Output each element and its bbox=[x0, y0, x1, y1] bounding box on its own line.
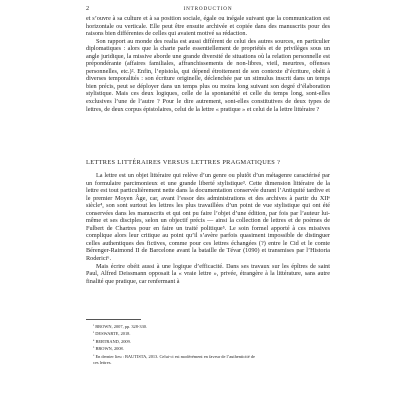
footnote-text: En dernier lieu : BAUTISTA, 2013. Celui-ci est modérément en faveur de l’authenticité de bbox=[95, 353, 255, 359]
footnote-number: ⁶ bbox=[93, 353, 95, 358]
footnote-number: ⁵ bbox=[93, 346, 95, 351]
footnote-separator bbox=[86, 319, 141, 320]
footnote-number: ² bbox=[93, 324, 95, 328]
paragraph: et s’ouvre à sa culture et à sa position sociale, égale ou inégale suivant que la communication est horizontale ou verticale. Elle peut être ensuite archivée et copiée dans des manuscrits pour des raisons bien différentes de celles qui avaient motivé sa rédaction. bbox=[86, 15, 330, 38]
footnote-text: DESWARTE, 2018. bbox=[95, 331, 131, 337]
footnote-number: ³ bbox=[93, 331, 95, 336]
footnote-number: ⁴ bbox=[93, 338, 95, 343]
page-number: 2 bbox=[86, 5, 90, 12]
footnote-continuation: ces lettres. bbox=[93, 360, 112, 366]
footnote-text: BROWN, 2007, pp. 328-330. bbox=[95, 324, 148, 329]
running-title: INTRODUCTION bbox=[183, 6, 233, 12]
page-header bbox=[86, 5, 330, 15]
footnote-text: BERTRAND, 2009. bbox=[95, 338, 131, 344]
footnote-text: BROWN, 2008. bbox=[95, 346, 124, 352]
paragraph: La lettre est un objet littéraire qui relève d’un genre ou plutôt d’un métagenre caractérisé par un formulaire parcimonieux et une grande liberté stylistique³. Cette dimension littéraire de la lettre est tout particulièrement nette dans la documentation conservée durant l’Antiquité tardive et le premier Moyen Âge, car, avant l’essor des administrations et des archives à partir du XIIᵉ siècle⁴, son sont surtout les lettres les plus travaillées d’un point de vue stylistique qui ont été conservées dans les manuscrits et qui ont pu faire l’objet d’une édition, par fois par l’auteur lui-même et ses disciples, selon un objectif précis — ainsi la collection de lettres et de poèmes de Fulbert de Chartres pour en faire un traité politique⁵. Le soin formel apporté à ces missives complique alors leur critique au point qu’il s’avère parfois quasiment impossible de distinguer celles authentiques des fictives, comme pour ces lettres échangées (?) entre le Cid et le comte Bérenger-Raimond II de Barcelone avant la bataille de Tévar (1090) et transmises par l’Historia Roderici⁶. bbox=[86, 172, 330, 263]
footnote bbox=[86, 323, 330, 330]
footnote bbox=[86, 345, 330, 352]
footnote bbox=[86, 330, 330, 337]
footnote bbox=[86, 353, 330, 360]
body-text-top bbox=[86, 15, 330, 113]
footnotes bbox=[86, 323, 330, 366]
paragraph: Son rapport au monde des realia est aussi différent de celui des autres sources, en particulier diplomatiques : alors que la charte parle essentiellement de propriétés et de privilèges sous un angle juridique, la missive aborde une grande diversité de situations où la relation personnelle est prépondérante (affaires familiales, affranchissements de non-libres, vieil, meurtres, offenses personnelles, etc.)². Enfin, l’epistola, qui dépend étroitement de son contexte d’écriture, obéit à diverses temporalités : son écriture originelle, déclenchée par un stimulus inscrit dans un temps bien précis, peut se déployer dans un temps plus ou moins long suivant son degré d’élaboration stylistique. Mais ces deux logiques, celle de la spontanéité et celle du temps long, sont-elles exclusives l’une de l’autre ? Pour le dire autrement, sont-elles constitutives de deux types de lettres, de deux corpus épistolaires, celui de la lettre « pratique » et celui de la lettre littéraire ? bbox=[86, 37, 330, 113]
body-text-bottom bbox=[86, 172, 330, 285]
paragraph: Mais écrire obéit aussi à une logique d’efficacité. Dans ses travaux sur les épîtres de saint Paul, Alfred Deissmann opposait la « vraie lettre », privée, étrangère à la littérature, sans autre finalité que pratique, car renfermant à bbox=[86, 262, 330, 285]
footnote bbox=[86, 338, 330, 345]
section-heading: LETTRES LITTÉRAIRES VERSUS LETTRES PRAGMATIQUES ? bbox=[86, 159, 281, 166]
